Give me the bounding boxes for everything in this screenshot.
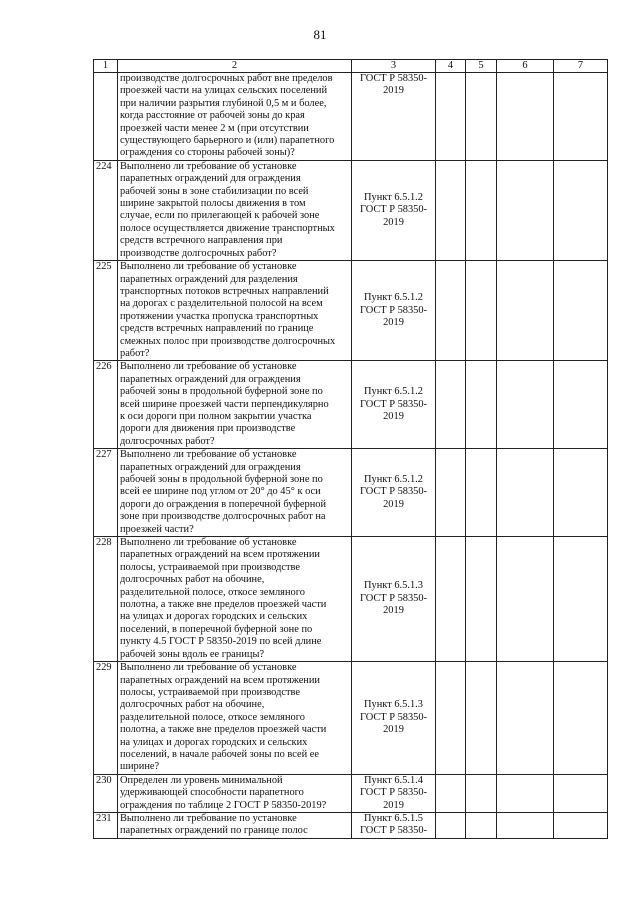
empty-cell (466, 73, 497, 161)
empty-cell (554, 812, 608, 838)
row-number (94, 73, 118, 161)
requirement-question (118, 361, 352, 449)
question-line: Выполнено ли требование по установке (120, 812, 297, 824)
question-line: полосы, устраиваемой при производстве (120, 561, 300, 573)
reference-line: Пункт 6.5.1.5 (364, 812, 423, 824)
reference-line: 2019 (383, 410, 404, 422)
reference-line: ГОСТ Р 58350- (359, 592, 428, 604)
question-line: смежных полос при производстве долгосрочных (120, 335, 336, 347)
reference-line: Пункт 6.5.1.2 (364, 191, 423, 203)
column-header: 5 (466, 60, 497, 73)
row-number: 224 (94, 160, 118, 260)
empty-cell (497, 537, 554, 662)
table-header-row (94, 60, 608, 73)
question-line: полосы, устраиваемой при производстве (120, 686, 300, 698)
reference-line: 2019 (383, 605, 404, 617)
question-line: Выполнено ли требование об установке (120, 361, 297, 373)
question-line: долгосрочных работ на обочине, (120, 699, 265, 711)
empty-cell (466, 537, 497, 662)
reference-line: Пункт 6.5.1.3 (364, 699, 423, 711)
empty-cell (436, 662, 466, 775)
question-line: на улицах и дорогах городских и сельских (120, 736, 308, 748)
row-number: 231 (94, 812, 118, 838)
standard-reference (352, 662, 436, 775)
table-row (94, 774, 608, 812)
standard-reference (352, 774, 436, 812)
column-header: 4 (436, 60, 466, 73)
reference-line: ГОСТ Р 58350- (359, 711, 428, 723)
question-line: удерживающей способности парапетного (120, 787, 304, 799)
reference-line: ГОСТ Р 58350- (359, 398, 428, 410)
page-number: 81 (313, 27, 327, 42)
empty-cell (466, 774, 497, 812)
question-line: полотна, а также вне пределов проезжей части (120, 724, 327, 736)
empty-cell (436, 361, 466, 449)
question-line: транспортных потоков встречных направлений (120, 285, 329, 297)
table-row (94, 261, 608, 361)
reference-line: ГОСТ Р 58350- (359, 204, 428, 216)
reference-line: 2019 (383, 799, 404, 811)
question-line: рабочей зоны в продольной буферной зоне по (120, 386, 323, 398)
empty-cell (554, 537, 608, 662)
empty-cell (497, 361, 554, 449)
requirement-question (118, 449, 352, 537)
empty-cell (436, 449, 466, 537)
reference-line: ГОСТ Р 58350- (359, 787, 428, 799)
empty-cell (497, 774, 554, 812)
column-header: 6 (497, 60, 554, 73)
reference-line: 2019 (383, 724, 404, 736)
question-line: протяжении участка пропуска транспортных (120, 310, 319, 322)
requirement-question (118, 774, 352, 812)
question-line: зоне при производстве долгосрочных работ на (120, 511, 326, 523)
question-line: поселений, в начале рабочей зоны по всей ее (120, 748, 319, 760)
question-line: полосе осуществляется движение транспортных (120, 222, 335, 234)
empty-cell (554, 361, 608, 449)
question-line: дороги до ограждения в поперечной буферной (120, 498, 327, 510)
column-header: 3 (352, 60, 436, 73)
empty-cell (497, 662, 554, 775)
checklist-table (93, 59, 608, 839)
table-row (94, 160, 608, 260)
reference-line: 2019 (383, 216, 404, 228)
empty-cell (497, 812, 554, 838)
row-number: 226 (94, 361, 118, 449)
standard-reference (352, 361, 436, 449)
question-line: ограждения по таблице 2 ГОСТ Р 58350-2019? (120, 799, 327, 811)
empty-cell (497, 261, 554, 361)
reference-line: 2019 (383, 85, 404, 97)
reference-line: ГОСТ Р 58350- (359, 304, 428, 316)
row-number: 228 (94, 537, 118, 662)
requirement-question (118, 812, 352, 838)
question-line: всей ширине проезжей части перпендикулярно (120, 398, 329, 410)
question-line: Выполнено ли требование об установке (120, 160, 297, 172)
row-number: 229 (94, 662, 118, 775)
question-line: парапетных ограждений на всем протяжении (120, 549, 320, 561)
question-line: рабочей зоны в зоне стабилизации по всей (120, 185, 309, 197)
question-line: Выполнено ли требование об установке (120, 261, 297, 273)
reference-line: ГОСТ Р 58350- (359, 486, 428, 498)
question-line: разделительной полосе, откосе земляного (120, 586, 305, 598)
question-line: проезжей части? (120, 523, 194, 535)
question-line: ширине? (120, 761, 160, 773)
requirement-question (118, 261, 352, 361)
empty-cell (554, 662, 608, 775)
empty-cell (466, 361, 497, 449)
question-line: парапетных ограждений для ограждения (120, 373, 301, 385)
question-line: Выполнено ли требование об установке (120, 537, 297, 549)
row-number: 227 (94, 449, 118, 537)
question-line: производстве долгосрочных работ вне пределов (120, 73, 333, 84)
question-line: производстве долгосрочных работ? (120, 247, 277, 259)
empty-cell (497, 449, 554, 537)
empty-cell (554, 160, 608, 260)
table-row (94, 361, 608, 449)
empty-cell (436, 261, 466, 361)
question-line: пункту 4.5 ГОСТ Р 58350-2019 по всей длине (120, 636, 322, 648)
question-line: разделительной полосе, откосе земляного (120, 711, 305, 723)
requirement-question (118, 537, 352, 662)
row-number: 225 (94, 261, 118, 361)
table-row (94, 662, 608, 775)
question-line: парапетных ограждений для разделения (120, 273, 298, 285)
standard-reference (352, 537, 436, 662)
empty-cell (554, 73, 608, 161)
reference-line: ГОСТ Р 58350- (359, 73, 428, 84)
question-line: долгосрочных работ на обочине, (120, 574, 265, 586)
reference-line: Пункт 6.5.1.2 (364, 292, 423, 304)
question-line: парапетных ограждений по границе полос (120, 825, 308, 837)
question-line: на дорогах с разделительной полосой на всем (120, 298, 323, 310)
standard-reference (352, 449, 436, 537)
question-line: работ? (120, 347, 150, 359)
requirement-question (118, 73, 352, 161)
empty-cell (436, 774, 466, 812)
question-line: при наличии разрытия глубиной 0,5 м и более, (120, 97, 327, 109)
empty-cell (436, 160, 466, 260)
standard-reference (352, 261, 436, 361)
table-row (94, 812, 608, 838)
question-line: проезжей части на улицах сельских поселений (120, 85, 328, 97)
table-row (94, 73, 608, 161)
table-row (94, 449, 608, 537)
question-line: дороги для движения при производстве (120, 423, 296, 435)
question-line: рабочей зоны в продольной буферной зоне по (120, 474, 323, 485)
question-line: на улицах и дорогах городских и сельских (120, 611, 308, 623)
reference-line: 2019 (383, 316, 404, 328)
standard-reference (352, 812, 436, 838)
question-line: средств встречного направления при (120, 235, 283, 247)
empty-cell (466, 261, 497, 361)
empty-cell (554, 449, 608, 537)
empty-cell (497, 73, 554, 161)
question-line: проезжей части менее 2 м (при отсутствии (120, 122, 309, 134)
empty-cell (466, 812, 497, 838)
question-line: парапетных ограждений на всем протяжении (120, 674, 320, 686)
empty-cell (466, 449, 497, 537)
requirement-question (118, 662, 352, 775)
standard-reference (352, 160, 436, 260)
question-line: парапетных ограждений для ограждения (120, 461, 301, 473)
reference-line: 2019 (383, 498, 404, 510)
question-line: Выполнено ли требование об установке (120, 662, 297, 674)
question-line: Определен ли уровень минимальной (120, 774, 283, 786)
reference-line: Пункт 6.5.1.4 (364, 774, 423, 786)
empty-cell (497, 160, 554, 260)
question-line: к оси дороги при полном закрытии участка (120, 410, 312, 422)
column-header: 7 (554, 60, 608, 73)
empty-cell (466, 160, 497, 260)
question-line: Выполнено ли требование об установке (120, 449, 297, 461)
requirement-question (118, 160, 352, 260)
empty-cell (554, 261, 608, 361)
empty-cell (436, 812, 466, 838)
reference-line: ГОСТ Р 58350- (359, 825, 428, 837)
column-header: 1 (94, 60, 118, 73)
question-line: полотна, а также вне пределов проезжей части (120, 599, 327, 611)
empty-cell (436, 73, 466, 161)
question-line: ширине закрытой полосы движения в том (120, 198, 306, 210)
question-line: долгосрочных работ? (120, 435, 215, 447)
reference-line: Пункт 6.5.1.2 (364, 474, 423, 485)
question-line: случае, если по прилегающей к рабочей зоне (120, 210, 320, 222)
standard-reference (352, 73, 436, 161)
question-line: существующего барьерного и (или) парапетного (120, 135, 335, 147)
row-number: 230 (94, 774, 118, 812)
empty-cell (554, 774, 608, 812)
reference-line: Пункт 6.5.1.2 (364, 386, 423, 398)
question-line: ограждения со стороны рабочей зоны)? (120, 147, 295, 159)
question-line: рабочей зоны вдоль ее границы? (120, 648, 265, 660)
empty-cell (466, 662, 497, 775)
column-header: 2 (118, 60, 352, 73)
question-line: поселений, в поперечной буферной зоне по (120, 623, 313, 635)
question-line: всей ее ширине под углом от 20° до 45° к оси (120, 486, 321, 498)
reference-line: Пункт 6.5.1.3 (364, 580, 423, 592)
empty-cell (436, 537, 466, 662)
question-line: парапетных ограждений для ограждения (120, 173, 301, 185)
question-line: когда расстояние от рабочей зоны до края (120, 110, 305, 122)
table-row (94, 537, 608, 662)
question-line: средств встречных направлений по границе (120, 323, 314, 335)
